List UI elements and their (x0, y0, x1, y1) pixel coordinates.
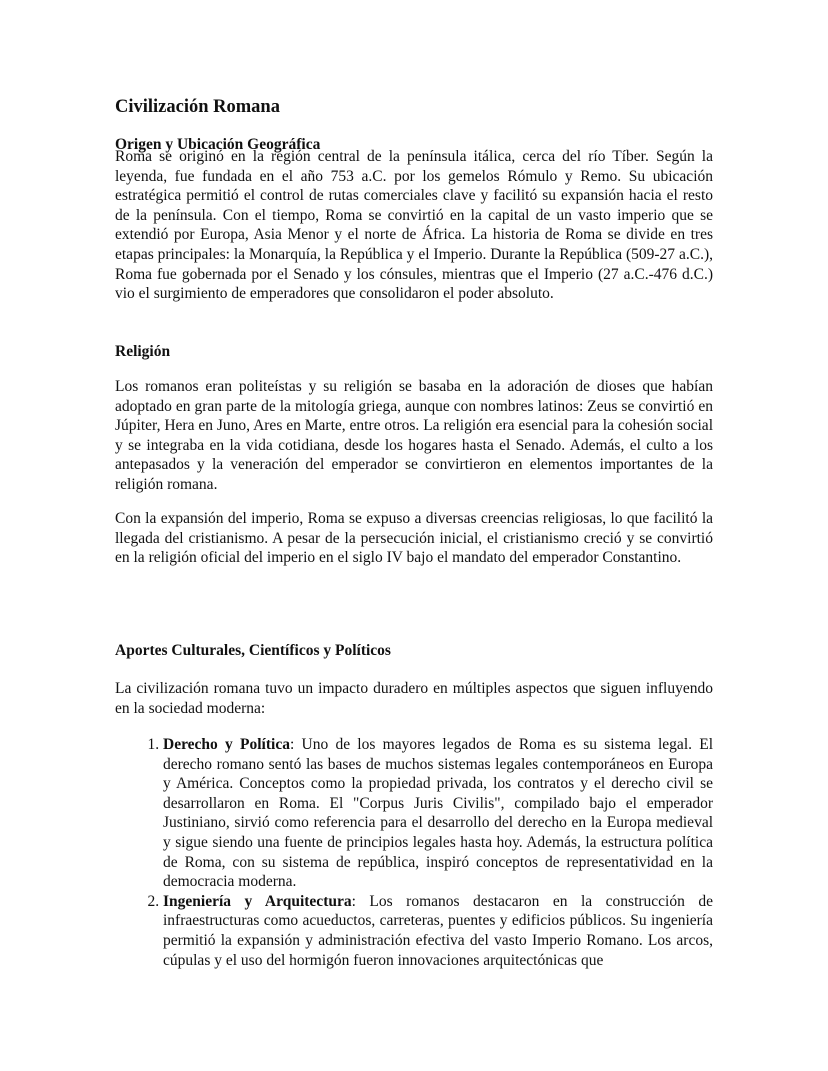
list-item-text: : Uno de los mayores legados de Roma es su sistema legal. El derecho romano sentó las bases de muchos sistemas legales contemporáneos en Europa y América. Conceptos como la propiedad privada, los contratos y el derecho civil se desarrollaron en Roma. El "Corpus Juris Civilis", compilado bajo el emperador Justiniano, sirvió como referencia para el desarrollo del derecho en la Europa medieval y sigue siendo una fuente de principios legales hasta hoy. Además, la estructura política de Roma, con su sistema de república, inspiró conceptos de representatividad en la democracia moderna. (163, 736, 714, 891)
list-item-text: : Los romanos destacaron en la construcción de infraestructuras como acueductos, carreteras, puentes y edificios públicos. Su ingeniería permitió la expansión y administración efectiva del vasto Imperio Romano. Los arcos, cúpulas y el uso del hormigón fueron innovaciones arquitectónicas que (163, 892, 713, 969)
section-heading-religion: Religión (115, 343, 171, 360)
paragraph-religion-1: Los romanos eran politeístas y su religión se basaba en la adoración de dioses que habían adoptado en gran parte de la mitología griega, aunque con nombres latinos: Zeus se convirtió en Júpiter, Hera en Juno, Ares en Marte, entre otros. La religión era esencial para la cohesión social y se integraba en la vida cotidiana, desde los hogares hasta el Senado. Además, el culto a los antepasados y la veneración del emperador se convirtieron en elementos importantes de la religión romana. (115, 378, 713, 493)
list-item-term: Ingeniería y Arquitectura (163, 892, 352, 910)
document-title: Civilización Romana (115, 97, 280, 117)
section-heading-origen: Origen y Ubicación Geográfica (115, 136, 321, 153)
list-item (163, 892, 713, 970)
list-item (163, 735, 713, 892)
section-heading-aportes: Aportes Culturales, Científicos y Políticos (115, 642, 391, 659)
aportes-list (115, 735, 713, 970)
paragraph-origen: Roma se originó en la región central de la península itálica, cerca del río Tíber. Según la leyenda, fue fundada en el año 753 a.C. por los gemelos Rómulo y Remo. Su ubicación estratégica permitió el control de rutas comerciales clave y facilitó su expansión hacia el resto de la península. Con el tiempo, Roma se convirtió en la capital de un vasto imperio que se extendió por Europa, Asia Menor y el norte de África. La historia de Roma se divide en tres etapas principales: la Monarquía, la República y el Imperio. Durante la República (509-27 a.C.), Roma fue gobernada por el Senado y los cónsules, mientras que el Imperio (27 a.C.-476 d.C.) vio el surgimiento de emperadores que consolidaron el poder absoluto. (115, 148, 713, 303)
paragraph-aportes-intro: La civilización romana tuvo un impacto duradero en múltiples aspectos que siguen influyendo en la sociedad moderna: (115, 680, 713, 717)
paragraph-religion-2: Con la expansión del imperio, Roma se expuso a diversas creencias religiosas, lo que facilitó la llegada del cristianismo. A pesar de la persecución inicial, el cristianismo creció y se convirtió en la religión oficial del imperio en el siglo IV bajo el mandato del emperador Constantino. (115, 510, 713, 567)
list-item-term: Derecho y Política (163, 736, 290, 753)
